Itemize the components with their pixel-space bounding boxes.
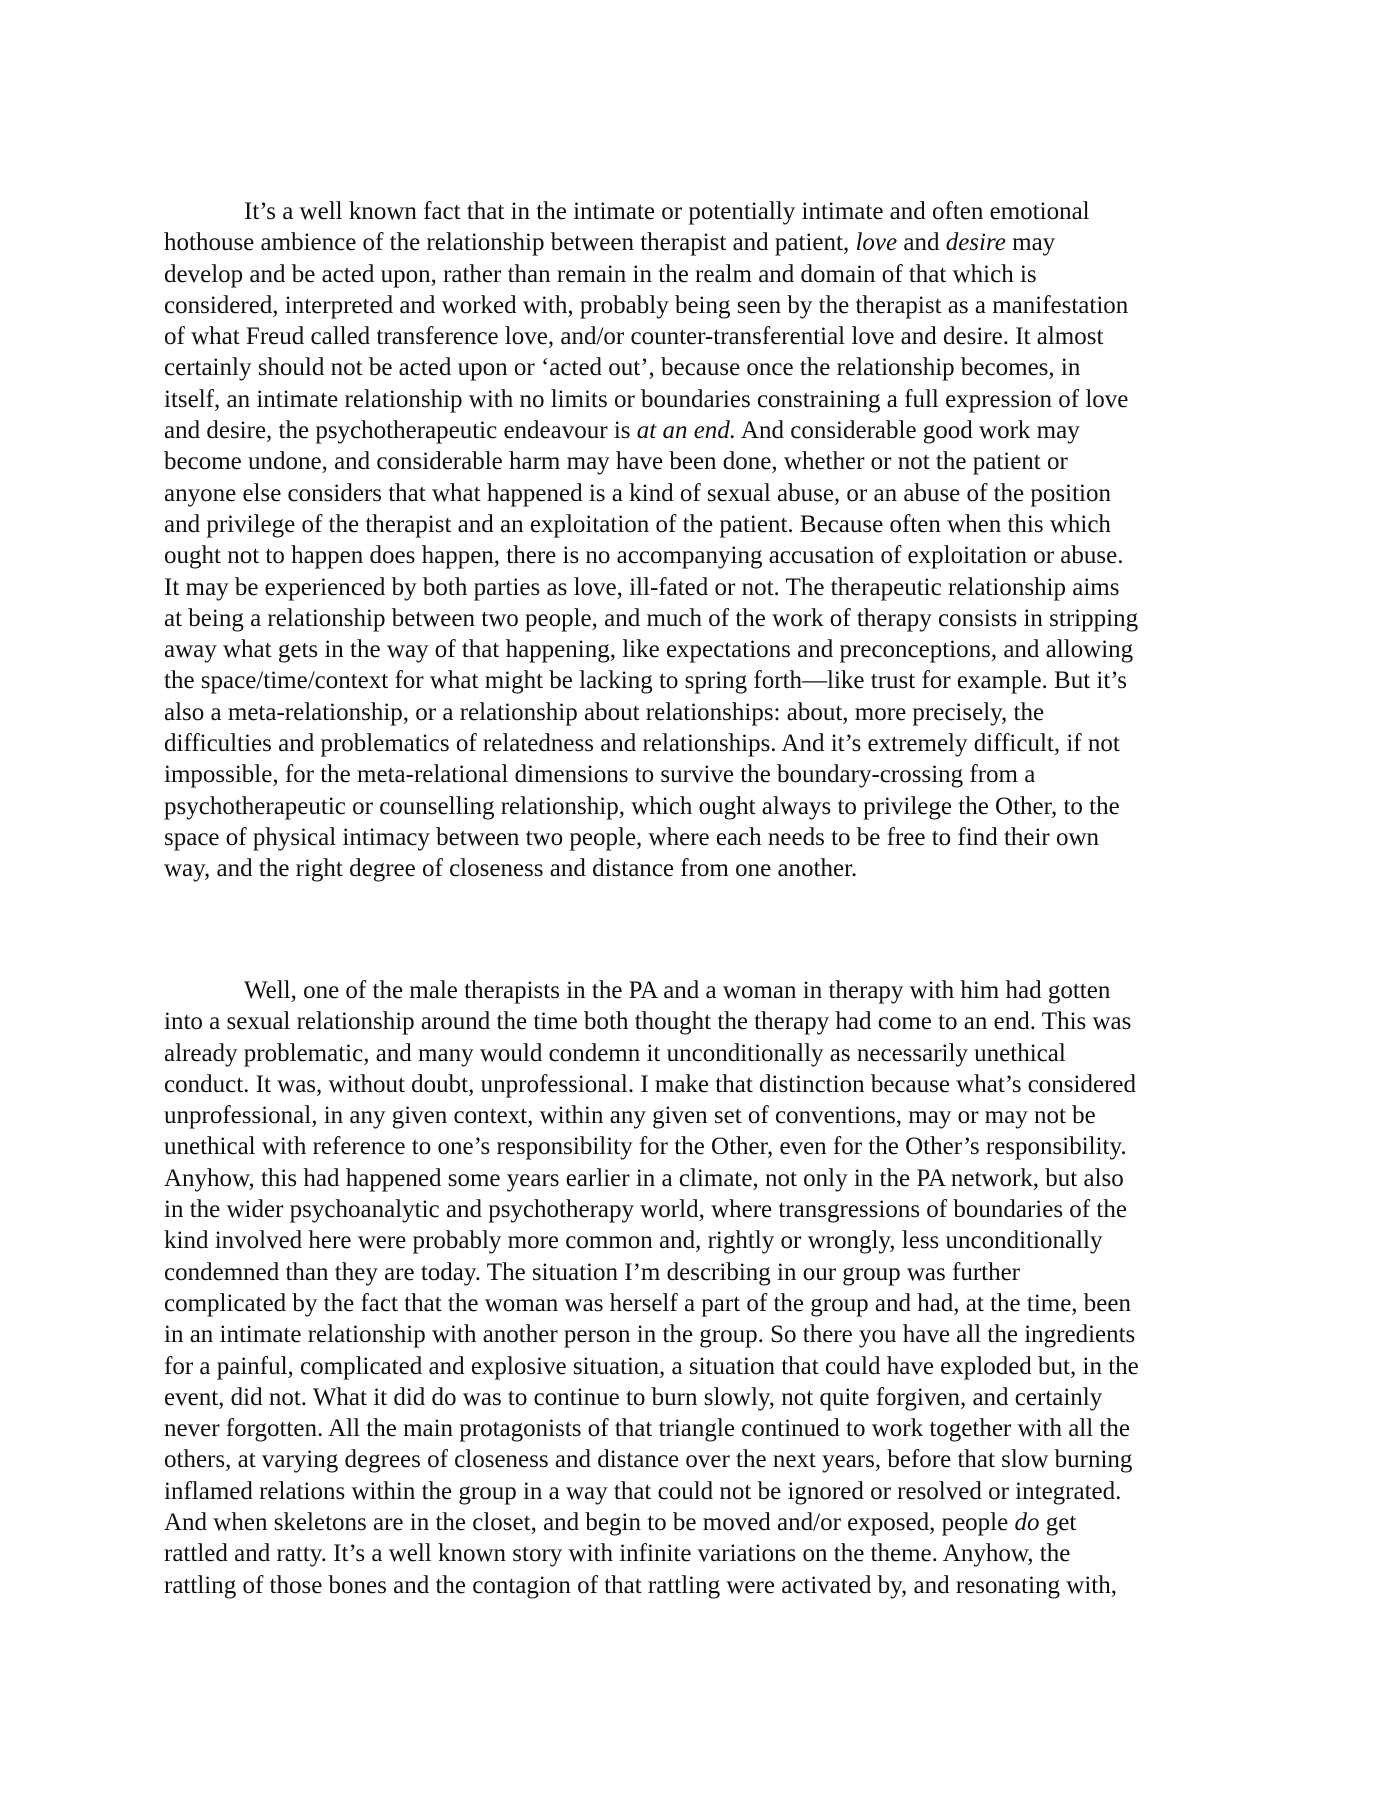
text-line — [164, 975, 1234, 1006]
text-run: may — [1005, 229, 1056, 257]
text-run: and desire, the psychotherapeutic endeavour is — [164, 417, 637, 445]
italic-text: love — [855, 229, 898, 257]
text-line — [164, 446, 1234, 477]
text-run: never forgotten. All the main protagonists of that triangle continued to work together with all the — [164, 1415, 1130, 1443]
text-line — [164, 1225, 1234, 1256]
text-run: conduct. It was, without doubt, unprofessional. I make that distinction because what’s considered — [164, 1070, 1136, 1098]
text-line — [164, 665, 1234, 696]
text-run: unprofessional, in any given context, within any given set of conventions, may or may not be — [164, 1102, 1096, 1130]
text-run: and privilege of the therapist and an exploitation of the patient. Because often when this which — [164, 510, 1111, 538]
text-run: psychotherapeutic or counselling relationship, which ought always to privilege the Other, to the — [164, 792, 1120, 820]
text-line — [164, 1351, 1234, 1382]
text-run: way, and the right degree of closeness and distance from one another. — [164, 855, 858, 883]
text-run: It may be experienced by both parties as love, ill-fated or not. The therapeutic relationship aims — [164, 573, 1120, 601]
text-line — [164, 634, 1234, 665]
text-line — [164, 1413, 1234, 1444]
text-run: ought not to happen does happen, there is no accompanying accusation of exploitation or abuse. — [164, 542, 1124, 570]
text-run: already problematic, and many would condemn it unconditionally as necessarily unethical — [164, 1039, 1066, 1067]
text-run: difficulties and problematics of relatedness and relationships. And it’s extremely difficult, if not — [164, 730, 1120, 758]
text-run: in an intimate relationship with another person in the group. So there you have all the ingredients — [164, 1321, 1136, 1349]
text-run: itself, an intimate relationship with no limits or boundaries constraining a full expression of love — [164, 385, 1129, 413]
text-line — [164, 1038, 1234, 1069]
text-run: event, did not. What it did do was to continue to burn slowly, not quite forgiven, and certainly — [164, 1383, 1103, 1411]
text-run: in the wider psychoanalytic and psychotherapy world, where transgressions of boundaries of the — [164, 1196, 1127, 1224]
text-line — [164, 478, 1234, 509]
text-line — [164, 1288, 1234, 1319]
text-line — [164, 603, 1234, 634]
text-line — [164, 1476, 1234, 1507]
text-run: rattling of those bones and the contagion of that rattling were activated by, and resonating with, — [164, 1571, 1117, 1599]
text-run: hothouse ambience of the relationship between therapist and patient, — [164, 229, 856, 257]
text-run: space of physical intimacy between two people, where each needs to be free to find their own — [164, 823, 1100, 851]
text-run: Anyhow, this had happened some years earlier in a climate, not only in the PA network, but also — [164, 1164, 1124, 1192]
paragraph-1 — [164, 196, 1234, 885]
text-line — [164, 196, 1234, 227]
text-line — [164, 540, 1234, 571]
text-line — [164, 572, 1234, 603]
text-run: And considerable good work may — [736, 417, 1080, 445]
text-line — [164, 759, 1234, 790]
text-run: considered, interpreted and worked with, probably being seen by the therapist as a manifestation — [164, 291, 1129, 319]
text-line — [164, 822, 1234, 853]
text-line — [164, 728, 1234, 759]
text-run: rattled and ratty. It’s a well known story with infinite variations on the theme. Anyhow, the — [164, 1540, 1071, 1568]
text-line — [164, 1006, 1234, 1037]
text-run: into a sexual relationship around the time both thought the therapy had come to an end. This was — [164, 1008, 1132, 1036]
italic-text: desire — [945, 229, 1006, 257]
text-run: inflamed relations within the group in a way that could not be ignored or resolved or integrated. — [164, 1477, 1122, 1505]
italic-text: at an end. — [636, 417, 737, 445]
text-run: for a painful, complicated and explosive situation, a situation that could have exploded but, in the — [164, 1352, 1139, 1380]
text-run: impossible, for the meta-relational dimensions to survive the boundary-crossing from a — [164, 761, 1036, 789]
text-line — [164, 1570, 1234, 1601]
text-line — [164, 384, 1234, 415]
text-line — [164, 415, 1234, 446]
text-line — [164, 1131, 1234, 1162]
text-line — [164, 290, 1234, 321]
text-line — [164, 1319, 1234, 1350]
text-line — [164, 1100, 1234, 1131]
text-run: develop and be acted upon, rather than remain in the realm and domain of that which is — [164, 260, 1037, 288]
text-run: also a meta-relationship, or a relationship about relationships: about, more precisely, the — [164, 698, 1045, 726]
text-line — [164, 1257, 1234, 1288]
text-run: complicated by the fact that the woman was herself a part of the group and had, at the time, been — [164, 1289, 1132, 1317]
italic-text: do — [1014, 1509, 1040, 1537]
text-line — [164, 1444, 1234, 1475]
text-run: become undone, and considerable harm may have been done, whether or not the patient or — [164, 448, 1068, 476]
text-line — [164, 352, 1234, 383]
text-run: It’s a well known fact that in the intimate or potentially intimate and often emotional — [244, 198, 1090, 225]
text-run: away what gets in the way of that happening, like expectations and preconceptions, and allowing — [164, 636, 1134, 664]
text-run: kind involved here were probably more common and, rightly or wrongly, less unconditionally — [164, 1227, 1103, 1255]
text-run: certainly should not be acted upon or ‘acted out’, because once the relationship becomes, in — [164, 354, 1081, 382]
text-run: anyone else considers that what happened is a kind of sexual abuse, or an abuse of the position — [164, 479, 1111, 507]
text-line — [164, 1538, 1234, 1569]
text-run: unethical with reference to one’s responsibility for the Other, even for the Other’s responsibility. — [164, 1133, 1127, 1161]
text-run: Well, one of the male therapists in the PA and a woman in therapy with him had gotten — [244, 977, 1111, 1004]
text-line — [164, 791, 1234, 822]
text-run: of what Freud called transference love, and/or counter-transferential love and desire. It almost — [164, 323, 1104, 351]
text-run: the space/time/context for what might be lacking to spring forth—like trust for example. But it’s — [164, 667, 1127, 695]
text-line — [164, 509, 1234, 540]
text-line — [164, 1382, 1234, 1413]
text-run: and — [897, 229, 946, 257]
text-run: condemned than they are today. The situation I’m describing in our group was further — [164, 1258, 1021, 1286]
text-run: get — [1039, 1509, 1077, 1537]
paragraph-2 — [164, 975, 1234, 1601]
text-line — [164, 1194, 1234, 1225]
text-run: others, at varying degrees of closeness and distance over the next years, before that slow burning — [164, 1446, 1133, 1474]
text-line — [164, 1163, 1234, 1194]
text-line — [164, 697, 1234, 728]
text-run: And when skeletons are in the closet, and begin to be moved and/or exposed, people — [164, 1509, 1015, 1537]
text-line — [164, 259, 1234, 290]
text-run: at being a relationship between two people, and much of the work of therapy consists in stripping — [164, 604, 1139, 632]
text-line — [164, 1507, 1234, 1538]
text-line — [164, 853, 1234, 884]
text-line — [164, 227, 1234, 258]
text-line — [164, 1069, 1234, 1100]
text-line — [164, 321, 1234, 352]
